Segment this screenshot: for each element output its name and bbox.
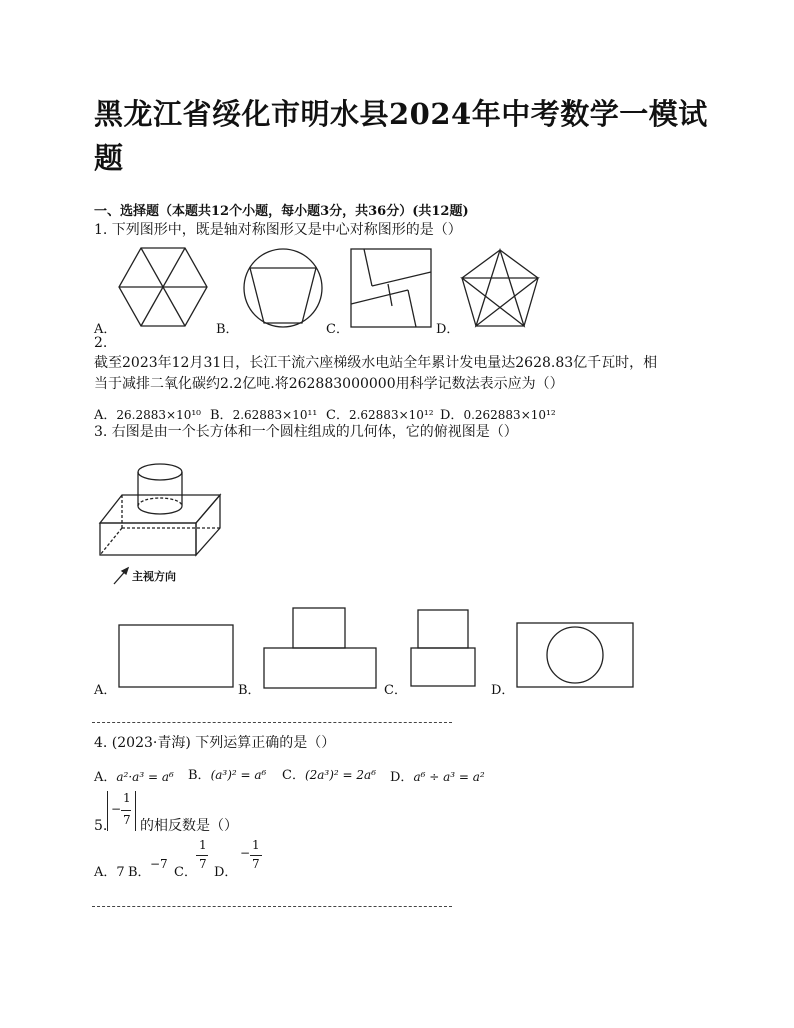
abs-bar-left [107, 791, 108, 831]
q1-label-d: D． [436, 322, 460, 337]
q1-label-c: C． [326, 322, 349, 337]
q4-option-c-label: C． [282, 768, 305, 783]
q5-option-d-fraction [238, 838, 264, 874]
q4-option-b-value: (a³)² = a⁶ [210, 768, 267, 782]
q4-option-b-label: B． [188, 768, 211, 783]
q2-number: 2. [94, 335, 108, 351]
q2-option-d-label: D． [440, 408, 464, 423]
q2-text-line2: 当于减排二氧化碳约2.2亿吨.将262883000000用科学记数法表示应为（） [94, 376, 564, 392]
q3-label-d: D． [491, 683, 515, 698]
q2-option-d[interactable] [440, 404, 556, 423]
q5-d-den: 7 [252, 857, 260, 871]
section-header: 一、选择题（本题共12个小题，每小题3分，共36分）(共12题) [94, 204, 469, 219]
q5-d-num: 1 [252, 838, 260, 852]
q5-option-c-fraction [196, 838, 210, 874]
q2-option-a-label: A． [94, 408, 117, 423]
q5-option-b-label[interactable]: B． [128, 865, 151, 880]
page-title: 黑龙江省绥化市明水县2024年中考数学一模试题 [94, 97, 708, 175]
q2-option-b-value: 2.62883×10¹¹ [232, 408, 318, 422]
q1-figure-d[interactable] [460, 248, 540, 328]
q3-label-c: C． [384, 683, 407, 698]
q2-option-c[interactable] [326, 404, 434, 423]
q4-option-a-label: A． [94, 770, 117, 785]
q4-text: 4. (2023·青海) 下列运算正确的是（） [94, 735, 336, 751]
q1-label-b: B． [216, 322, 239, 337]
fraction-bar [196, 855, 208, 856]
q1-label-a: A． [94, 322, 117, 337]
fraction-bar [121, 810, 131, 811]
q2-option-a[interactable] [94, 404, 201, 423]
q5-d-minus: − [240, 846, 251, 860]
q2-option-b-label: B． [210, 408, 233, 423]
q3-figure-d[interactable] [516, 622, 634, 688]
q3-figure-a[interactable] [118, 624, 234, 688]
q3-figure-c[interactable] [410, 609, 476, 687]
q4-option-d-value: a⁶ ÷ a³ = a² [413, 770, 485, 784]
q4-option-b[interactable] [188, 764, 266, 783]
q5-option-c-label[interactable]: C． [174, 865, 197, 880]
divider-1 [92, 722, 452, 723]
q3-text: 3. 右图是由一个长方体和一个圆柱组成的几何体，它的俯视图是（） [94, 424, 518, 440]
q1-figure-c[interactable] [350, 248, 432, 328]
q4-option-a[interactable] [94, 766, 174, 785]
q2-option-c-value: 2.62883×10¹² [348, 408, 434, 422]
q3-label-a: A． [94, 683, 117, 698]
divider-2 [92, 906, 452, 907]
q2-option-b[interactable] [210, 404, 317, 423]
q2-option-c-label: C． [326, 408, 349, 423]
q5-option-d-label[interactable]: D． [214, 865, 238, 880]
q3-direction-label: 主视方向 [132, 570, 176, 583]
q3-figure-b[interactable] [263, 607, 377, 689]
q2-option-a-value: 26.2883×10¹⁰ [116, 408, 201, 422]
q5-c-den: 7 [199, 857, 207, 871]
q1-figure-b[interactable] [242, 248, 324, 328]
q4-option-c[interactable] [282, 764, 376, 783]
q5-c-num: 1 [199, 838, 207, 852]
q4-option-d[interactable] [390, 766, 485, 785]
q5-option-b-value: −7 [150, 857, 168, 871]
fraction-bar [250, 855, 262, 856]
q1-text: 1. 下列图形中，既是轴对称图形又是中心对称图形的是（） [94, 222, 462, 238]
q1-figure-a[interactable] [118, 246, 208, 328]
abs-bar-right [135, 791, 136, 831]
q2-option-d-value: 0.262883×10¹² [463, 408, 556, 422]
q5-text: 的相反数是（） [140, 818, 238, 834]
q4-option-c-value: (2a³)² = 2a⁶ [304, 768, 377, 782]
q5-option-a[interactable]: A．7 [94, 865, 125, 880]
q4-option-d-label: D． [390, 770, 414, 785]
q5-abs-expression [107, 791, 137, 831]
q5-expr-den: 7 [123, 813, 131, 827]
q5-minus: − [111, 802, 122, 816]
q5-expr-num: 1 [123, 791, 131, 805]
q3-label-b: B． [238, 683, 261, 698]
q4-option-a-value: a²·a³ = a⁶ [116, 770, 174, 784]
q5-number: 5. [94, 818, 108, 834]
q2-text-line1: 截至2023年12月31日，长江干流六座梯级水电站全年累计发电量达2628.83亿千瓦时，相 [94, 355, 658, 371]
